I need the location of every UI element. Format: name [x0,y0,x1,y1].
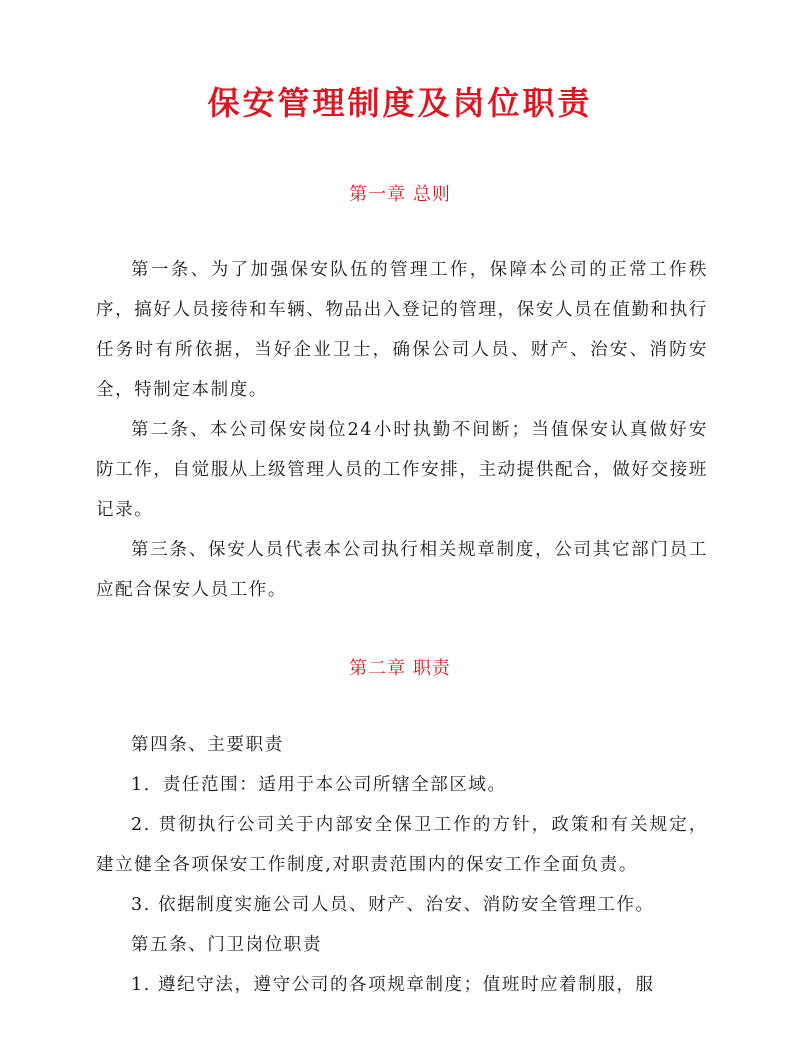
chapter-body-general [96,250,708,610]
chapter-heading-duties: 第二章 职责 [349,658,451,679]
duty-item-2: 2. 贯彻执行公司关于内部安全保卫工作的方针，政策和有关规定，建立健全各项保安工作制度,对职责范围内的保安工作全面负责。 [96,815,708,875]
article-4-heading: 第四条、主要职责 [131,735,284,755]
document-title: 保安管理制度及岗位职责 [207,84,593,122]
article-3-paragraph: 第三条、保安人员代表本公司执行相关规章制度，公司其它部门员工应配合保安人员工作。 [96,540,708,600]
duty-item-1: 1．责任范围：适用于本公司所辖全部区域。 [131,775,507,795]
article-5-heading: 第五条、门卫岗位职责 [131,935,322,955]
chapter-heading-general: 第一章 总则 [349,184,451,205]
article-1-paragraph: 第一条、为了加强保安队伍的管理工作，保障本公司的正常工作秩序，搞好人员接待和车辆、物品出入登记的管理，保安人员在值勤和执行任务时有所依据，当好企业卫士，确保公司人员、财产、治安、消防安全，特制定本制度。 [96,260,708,400]
duty-item-3: 3. 依据制度实施公司人员、财产、治安、消防安全管理工作。 [131,895,655,915]
chapter-body-duties [96,725,708,1005]
gate-duty-item-1: 1. 遵纪守法，遵守公司的各项规章制度；值班时应着制服，服 [131,975,655,995]
article-2-paragraph: 第二条、本公司保安岗位24小时执勤不间断；当值保安认真做好安防工作，自觉服从上级管理人员的工作安排，主动提供配合，做好交接班记录。 [96,420,708,520]
